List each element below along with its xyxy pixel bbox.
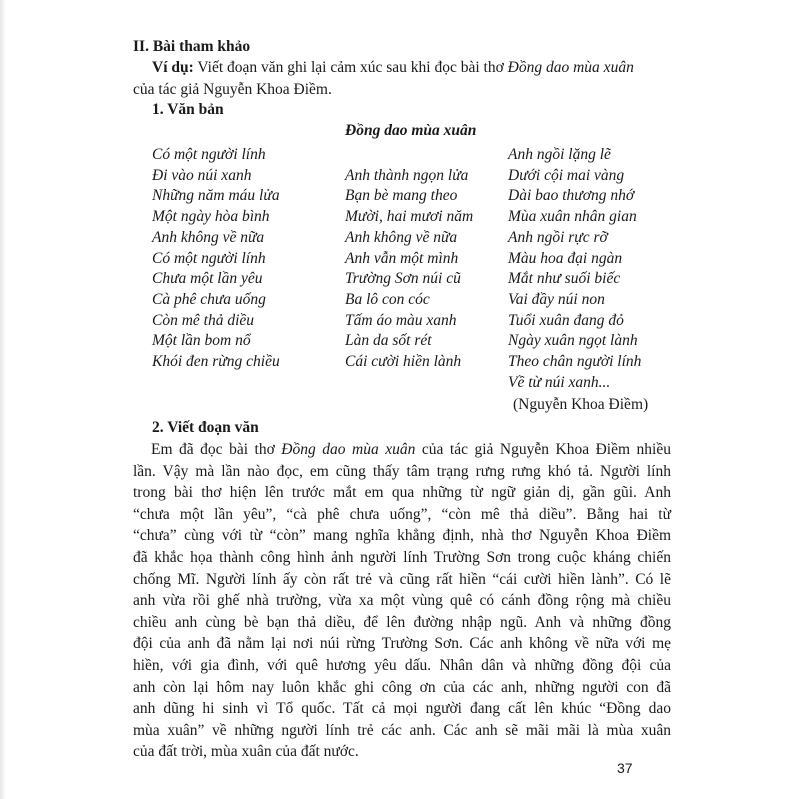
poem-row [0, 228, 799, 248]
essay-line: đội của anh đã nằm lại nơi núi rừng Trường Sơn. Các anh không về nữa với mẹ [133, 635, 671, 653]
poem-line: Chưa một lần yêu [152, 270, 263, 288]
poem-line: Mùa xuân nhân gian [508, 208, 637, 226]
essay-line: “chưa một lần yêu”, “cà phê chưa uống”, “còn mê thả diều”. Bằng hai từ [133, 505, 671, 523]
poem-line: Về từ núi xanh... [508, 373, 611, 391]
essay-line: hiền, với gia đình, với quê hương yêu dấu. Nhân dân và những đồng đội của [133, 656, 671, 674]
page-number: 37 [617, 760, 633, 776]
essay-paragraph [133, 439, 671, 763]
poem-row [0, 207, 799, 227]
poem-line: Ba lô con cóc [345, 290, 430, 308]
poem-line: Một ngày hòa bình [152, 208, 270, 226]
poem-line: Anh không về nữa [345, 228, 458, 246]
essay-line: chiều anh cùng bè bạn thả diều, để lên đường nhập ngũ. Anh và những đồng [133, 613, 671, 631]
poem-line: Khói đen rừng chiều [152, 353, 280, 370]
example-label: Ví dụ: [152, 59, 194, 76]
poem-line: Dài bao thương nhớ [508, 187, 635, 205]
poem-line: Mười, hai mươi năm [345, 208, 474, 226]
essay-line: chống Mĩ. Người lính ấy còn rất trẻ và cũng rất hiền “cái cười hiền lành”. Có lẽ [133, 570, 671, 588]
poem-row [0, 249, 799, 269]
essay-line: đã khắc họa thành công hình ảnh người lính Trường Sơn trong cuộc kháng chiến [133, 548, 671, 566]
part2-heading: 2. Viết đoạn văn [152, 419, 259, 436]
poem-line: Anh thành ngọn lửa [345, 166, 469, 184]
poem-line: Tuổi xuân đang đỏ [508, 311, 624, 329]
poem-line: Làn da sốt rét [345, 332, 432, 350]
part1-heading: 1. Văn bản [152, 101, 224, 118]
poem-line: Bạn bè mang theo [345, 187, 458, 205]
poem-row [0, 269, 799, 289]
poem-line: Cái cười hiền lành [345, 353, 462, 370]
essay-line: trong bài thơ hiện lên trước mắt em qua những từ ngữ giản dị, gần gũi. Anh [133, 484, 671, 502]
example-prompt [152, 58, 634, 78]
poem-line: Màu hoa đại ngàn [508, 249, 623, 267]
poem-line: Theo chân người lính [508, 353, 642, 370]
poem-line: Tấm áo màu xanh [345, 311, 457, 329]
essay-line: của đất trời, mùa xuân của đất nước. [133, 743, 359, 761]
poem-line: Ngày xuân ngọt lành [508, 332, 638, 350]
essay-text: Em đã đọc bài thơ [151, 441, 282, 458]
poem-line: Có một người lính [152, 146, 266, 163]
poem-line: Anh ngồi rực rỡ [508, 228, 608, 246]
poem-row [0, 352, 799, 372]
example-poem-title: Đồng dao mùa xuân [507, 59, 634, 76]
poem-line: Có một người lính [152, 249, 266, 267]
poem-line: Dưới cội mai vàng [508, 166, 625, 184]
essay-line: lần. Vậy mà lần nào đọc, em cũng thấy tâm trạng rưng rưng khó tả. Người lính [133, 462, 671, 480]
poem-line: Còn mê thả diều [152, 311, 255, 329]
essay-line: “chưa” cùng với từ “còn” mang nghĩa khẳng định, nhà thơ Nguyễn Khoa Điềm [133, 527, 671, 545]
poem-line: Trường Sơn núi cũ [345, 270, 461, 288]
essay-line: anh vừa rồi ghế nhà trường, vừa xa một vùng quê có cánh đồng rộng mà chiều [133, 592, 671, 610]
poem-author: (Nguyễn Khoa Điềm) [513, 396, 649, 413]
poem-row [0, 311, 799, 331]
poem-line: Anh không về nữa [152, 228, 265, 246]
essay-poem-title: Đồng dao mùa xuân [281, 441, 416, 458]
poem-row [0, 145, 799, 165]
poem-line: Một lần bom nổ [152, 332, 251, 350]
poem-row [0, 186, 799, 206]
essay-text: của tác giả Nguyễn Khoa Điềm nhiều [415, 441, 671, 458]
poem-line: Anh vẫn một mình [345, 249, 459, 267]
poem-line: Cà phê chưa uống [152, 290, 266, 308]
poem-line: Anh ngồi lặng lẽ [508, 146, 611, 163]
poem-line: Vai đầy núi non [508, 290, 605, 308]
example-text: Viết đoạn văn ghi lại cảm xúc sau khi đọc bài thơ [193, 59, 508, 76]
essay-line: mùa xuân” về những người lính trẻ các anh. Các anh sẽ mãi mãi là mùa xuân [133, 721, 671, 739]
example-line-2: của tác giả Nguyễn Khoa Điềm. [133, 81, 332, 98]
poem-row [0, 290, 799, 310]
poem-line: Những năm máu lửa [152, 187, 280, 205]
poem-title: Đồng dao mùa xuân [345, 122, 477, 139]
poem-row [0, 373, 799, 393]
poem-line: Mắt như suối biếc [508, 270, 621, 288]
page-edge-shadow [0, 0, 6, 799]
essay-line: anh dũng hi sinh vì Tổ quốc. Tất cả mọi người đang cất lên khúc “Đồng dao [133, 700, 671, 718]
poem-line: Đi vào núi xanh [152, 166, 252, 184]
poem-row [0, 331, 799, 351]
essay-line [133, 439, 671, 461]
essay-line: anh còn lại hôm nay luôn khắc ghi công ơn của các anh, những người con đã [133, 678, 671, 696]
poem-row [0, 166, 799, 186]
section-title: II. Bài tham khảo [133, 38, 251, 55]
